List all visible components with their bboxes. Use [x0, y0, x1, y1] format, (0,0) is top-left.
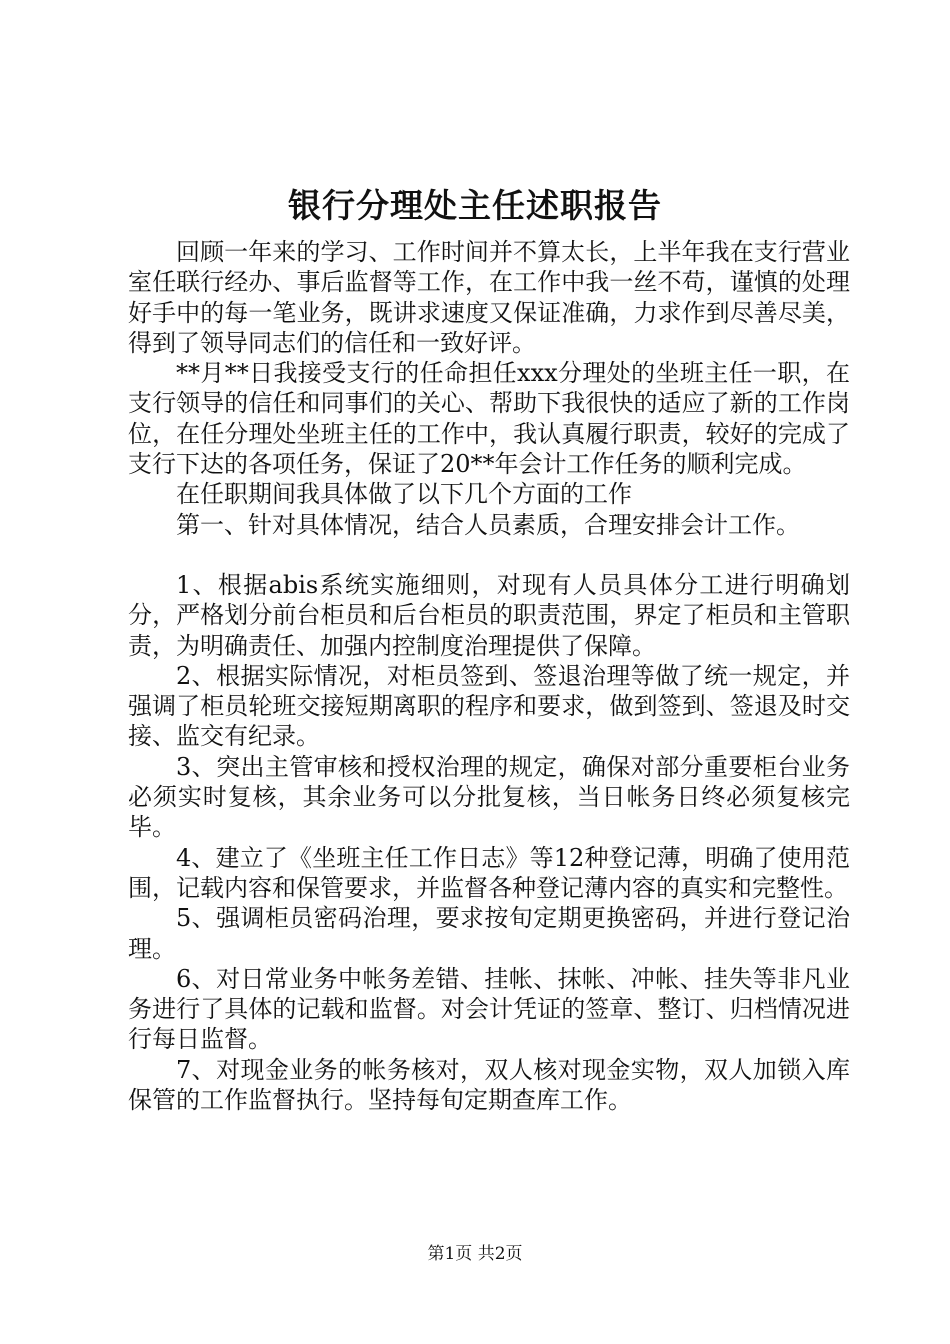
paragraph-review: 回顾一年来的学习、工作时间并不算太长，上半年我在支行营业室任联行经办、事后监督等工作，在工作中我一丝不苟，谨慎的处理好手中的每一笔业务，既讲求速度又保证准确，力求作到尽善尽美，得到了领导同志们的信任和一致好评。 [128, 238, 850, 357]
document-body [128, 237, 850, 1115]
page-footer: 第1页 共2页 [427, 1244, 523, 1264]
paragraph-section-one: 第一、针对具体情况，结合人员素质，合理安排会计工作。 [176, 510, 800, 539]
document-title: 银行分理处主任述职报告 [288, 186, 662, 225]
paragraph-item-7: 7、对现金业务的帐务核对，双人核对现金实物，双人加锁入库保管的工作监督执行。坚持每旬定期查库工作。 [128, 1055, 850, 1115]
paragraph-appointment: **月**日我接受支行的任命担任xxx分理处的坐班主任一职，在支行领导的信任和同事们的关心、帮助下我很快的适应了新的工作岗位，在任分理处坐班主任的工作中，我认真履行职责，较好的完成了支行下达的各项任务，保证了20**年会计工作任务的顺利完成。 [128, 359, 850, 479]
paragraph-item-4: 4、建立了《坐班主任工作日志》等12种登记薄，明确了使用范围，记载内容和保管要求，并监督各种登记薄内容的真实和完整性。 [128, 843, 850, 902]
paragraph-item-2: 2、根据实际情况，对柜员签到、签退治理等做了统一规定，并强调了柜员轮班交接短期离职的程序和要求，做到签到、签退及时交接、监交有纪录。 [128, 661, 850, 751]
paragraph-item-6: 6、对日常业务中帐务差错、挂帐、抹帐、冲帐、挂失等非凡业务进行了具体的记载和监督。对会计凭证的签章、整订、归档情况进行每日监督。 [128, 964, 850, 1054]
paragraph-item-3: 3、突出主管审核和授权治理的规定，确保对部分重要柜台业务必须实时复核，其余业务可以分批复核，当日帐务日终必须复核完毕。 [128, 752, 850, 842]
paragraph-item-5: 5、强调柜员密码治理，要求按旬定期更换密码，并进行登记治理。 [128, 904, 850, 963]
paragraph-item-1: 1、根据abis系统实施细则，对现有人员具体分工进行明确划分，严格划分前台柜员和后台柜员的职责范围，界定了柜员和主管职责，为明确责任、加强内控制度治理提供了保障。 [128, 570, 850, 660]
paragraph-intro: 在任职期间我具体做了以下几个方面的工作 [176, 480, 632, 509]
